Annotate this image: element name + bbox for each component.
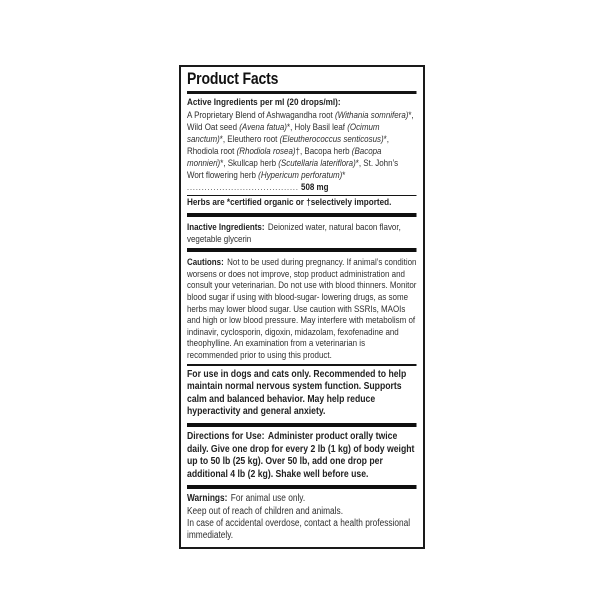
inactive-ingredients-value: Deionized water, natural bacon flavor, vegetable glycerin [187, 221, 401, 244]
usage-statement: For use in dogs and cats only. Recommended to help maintain normal nervous system function. Supports calm and balanced behavior. May help reduce hyperactivity and general anxiety. [187, 368, 407, 418]
inactive-ingredients-text [187, 221, 417, 244]
product-facts-panel [179, 65, 425, 549]
warnings-line: In case of accidental overdose, contact a health professional immediately. [187, 518, 411, 542]
warnings-label: Warnings: [187, 493, 228, 505]
directions-label: Directions for Use: [187, 430, 265, 442]
warnings-line: Keep out of reach of children and animals. [187, 505, 344, 517]
cautions-text [187, 256, 417, 360]
organic-footnote: Herbs are *certified organic or †selectively imported. [187, 197, 392, 208]
usage-divider [187, 364, 417, 366]
warnings-line-1: For animal use only. [230, 493, 306, 505]
directions-text [187, 431, 417, 481]
section-divider-bar [187, 213, 417, 217]
panel-content [187, 70, 417, 542]
cautions-value: Not to be used during pregnancy. If animal’s condition worsens or does not improve, stop product administration and consult your veterinarian. Do not use with blood thinners. Monitor blood sugar if using with blood-sugar- lowering drugs, as some herbs may lower blood sugar. Use caution with SSRIs, MAOIs and high or low blood pressure. May interfere with metabolism of indinavir, cyclosporin, digoxin, midazolam, fexofenadine and theophylline. An examination from a veterinarian is recommended prior to using this product. [187, 256, 417, 360]
active-ingredients-text: A Proprietary Blend of Ashwagandha root (Withania somnifera)*, Wild Oat seed (Avena fatua)*, Holy Basil leaf (Ocimum sanctum)*, Eleuthero root (Eleutherococcus senticosus)*, Rhodiola root (Rhodiola rosea)†, Bacopa herb (Bacopa monnieri)*, Skullcap herb (Scutellaria lateriflora)*, St. John’s Wort flowering herb (Hypericum perforatum)* ...................................... 508 mg [187, 109, 414, 192]
panel-title: Product Facts [187, 70, 279, 88]
footnote-divider [187, 195, 417, 196]
section-divider-bar [187, 248, 417, 252]
section-divider-bar [187, 485, 417, 489]
active-ingredients-heading: Active Ingredients per ml (20 drops/ml): [187, 97, 341, 108]
directions-value: Administer product orally twice daily. Give one drop for every 2 lb (1 kg) of body weight up to 50 lb (25 kg). Over 50 lb, add one drop per additional 4 lb (2 kg). Shake well before use. [187, 430, 415, 480]
warnings-line [187, 493, 417, 505]
title-divider [187, 91, 417, 94]
inactive-ingredients-label: Inactive Ingredients: [187, 221, 265, 232]
section-divider-bar [187, 423, 417, 427]
cautions-label: Cautions: [187, 256, 224, 268]
